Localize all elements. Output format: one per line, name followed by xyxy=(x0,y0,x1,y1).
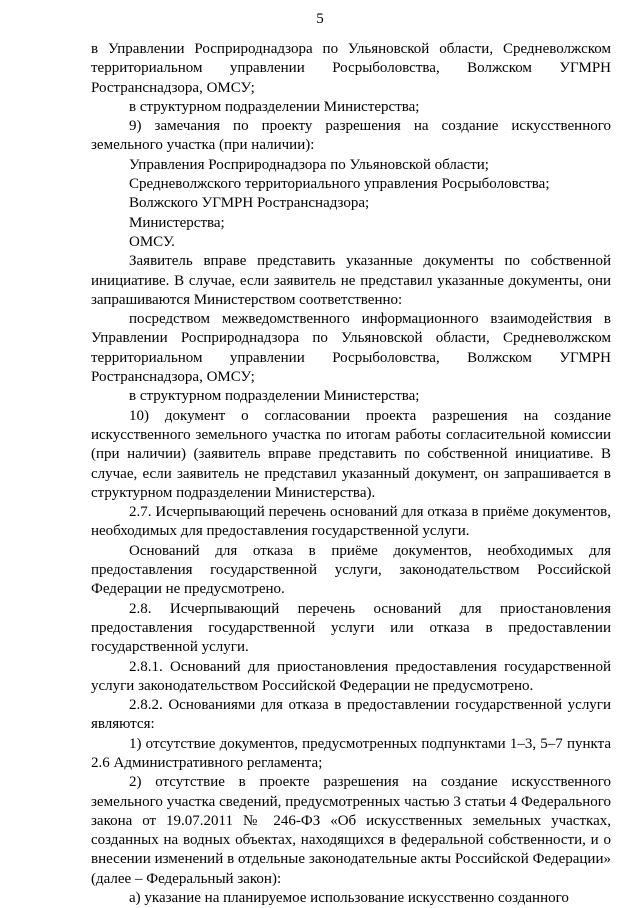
paragraph: в структурном подразделении Министерства; xyxy=(129,98,420,115)
paragraph: 2.8. Исчерпывающий перечень оснований для приостановления предоставления государственной услуги или отказа в предоставлении государственной услуги. xyxy=(91,600,611,656)
paragraph: Министерства; xyxy=(129,214,225,231)
paragraph: Управления Росприроднадзора по Ульяновской области; xyxy=(129,156,489,173)
paragraph: Оснований для отказа в приёме документов, необходимых для предоставления государственной услуги, законодательством Российской Федерации не предусмотрено. xyxy=(91,542,611,598)
paragraph: 2.8.2. Основаниями для отказа в предоставлении государственной услуги являются: xyxy=(91,697,611,733)
paragraph: Средневолжского территориального управления Росрыболовства; xyxy=(129,176,550,193)
paragraph: 9) замечания по проекту разрешения на создание искусственного земельного участка (при наличии): xyxy=(91,118,611,154)
paragraph: Волжского УГМРН Ространснадзора; xyxy=(129,195,370,212)
paragraph: в Управлении Росприроднадзора по Ульяновской области, Средневолжском территориальном управлении Росрыболовства, Волжском УГМРН Ространснадзора, ОМСУ; xyxy=(91,41,611,96)
paragraph: 10) документ о согласовании проекта разрешения на создание искусственного земельного участка по итогам работы согласительной комиссии (при наличии) (заявитель вправе представить по собственной инициативе. В случае, если заявитель не представил указанный документ, он запрашивается в структурном подразделении Министерства). xyxy=(91,407,611,501)
paragraph: 1) отсутствие документов, предусмотренных подпунктами 1–3, 5–7 пункта 2.6 Административного регламента; xyxy=(91,735,611,771)
paragraph: 2) отсутствие в проекте разрешения на создание искусственного земельного участка сведений, предусмотренных частью 3 статьи 4 Федерального закона от 19.07.2011 № 246-ФЗ «Об искусственных земельных участках, созданных на водных объектах, находящихся в федеральной собственности, и о внесении изменений в отдельные законодательные акты Российской Федерации» (далее – Федеральный закон): xyxy=(91,774,611,887)
paragraph: Заявитель вправе представить указанные документы по собственной инициативе. В случае, если заявитель не представил указанные документы, они запрашиваются Министерством соответственно: xyxy=(91,253,611,308)
paragraph: 2.7. Исчерпывающий перечень оснований для отказа в приёме документов, необходимых для предоставления государственной услуги. xyxy=(91,504,611,540)
page-number: 5 xyxy=(316,11,324,27)
document-body xyxy=(91,40,611,908)
paragraph: 2.8.1. Оснований для приостановления предоставления государственной услуги законодательством Российской Федерации не предусмотрено. xyxy=(91,658,611,694)
paragraph: в структурном подразделении Министерства; xyxy=(129,388,420,405)
paragraph: ОМСУ. xyxy=(129,233,175,250)
paragraph: а) указание на планируемое использование искусственно созданного xyxy=(129,890,569,907)
paragraph: посредством межведомственного информационного взаимодействия в Управлении Росприроднадзора по Ульяновской области, Средневолжском территориальном управлении Росрыболовства, Волжском УГМРН Ространснадзора, ОМСУ; xyxy=(91,311,611,386)
